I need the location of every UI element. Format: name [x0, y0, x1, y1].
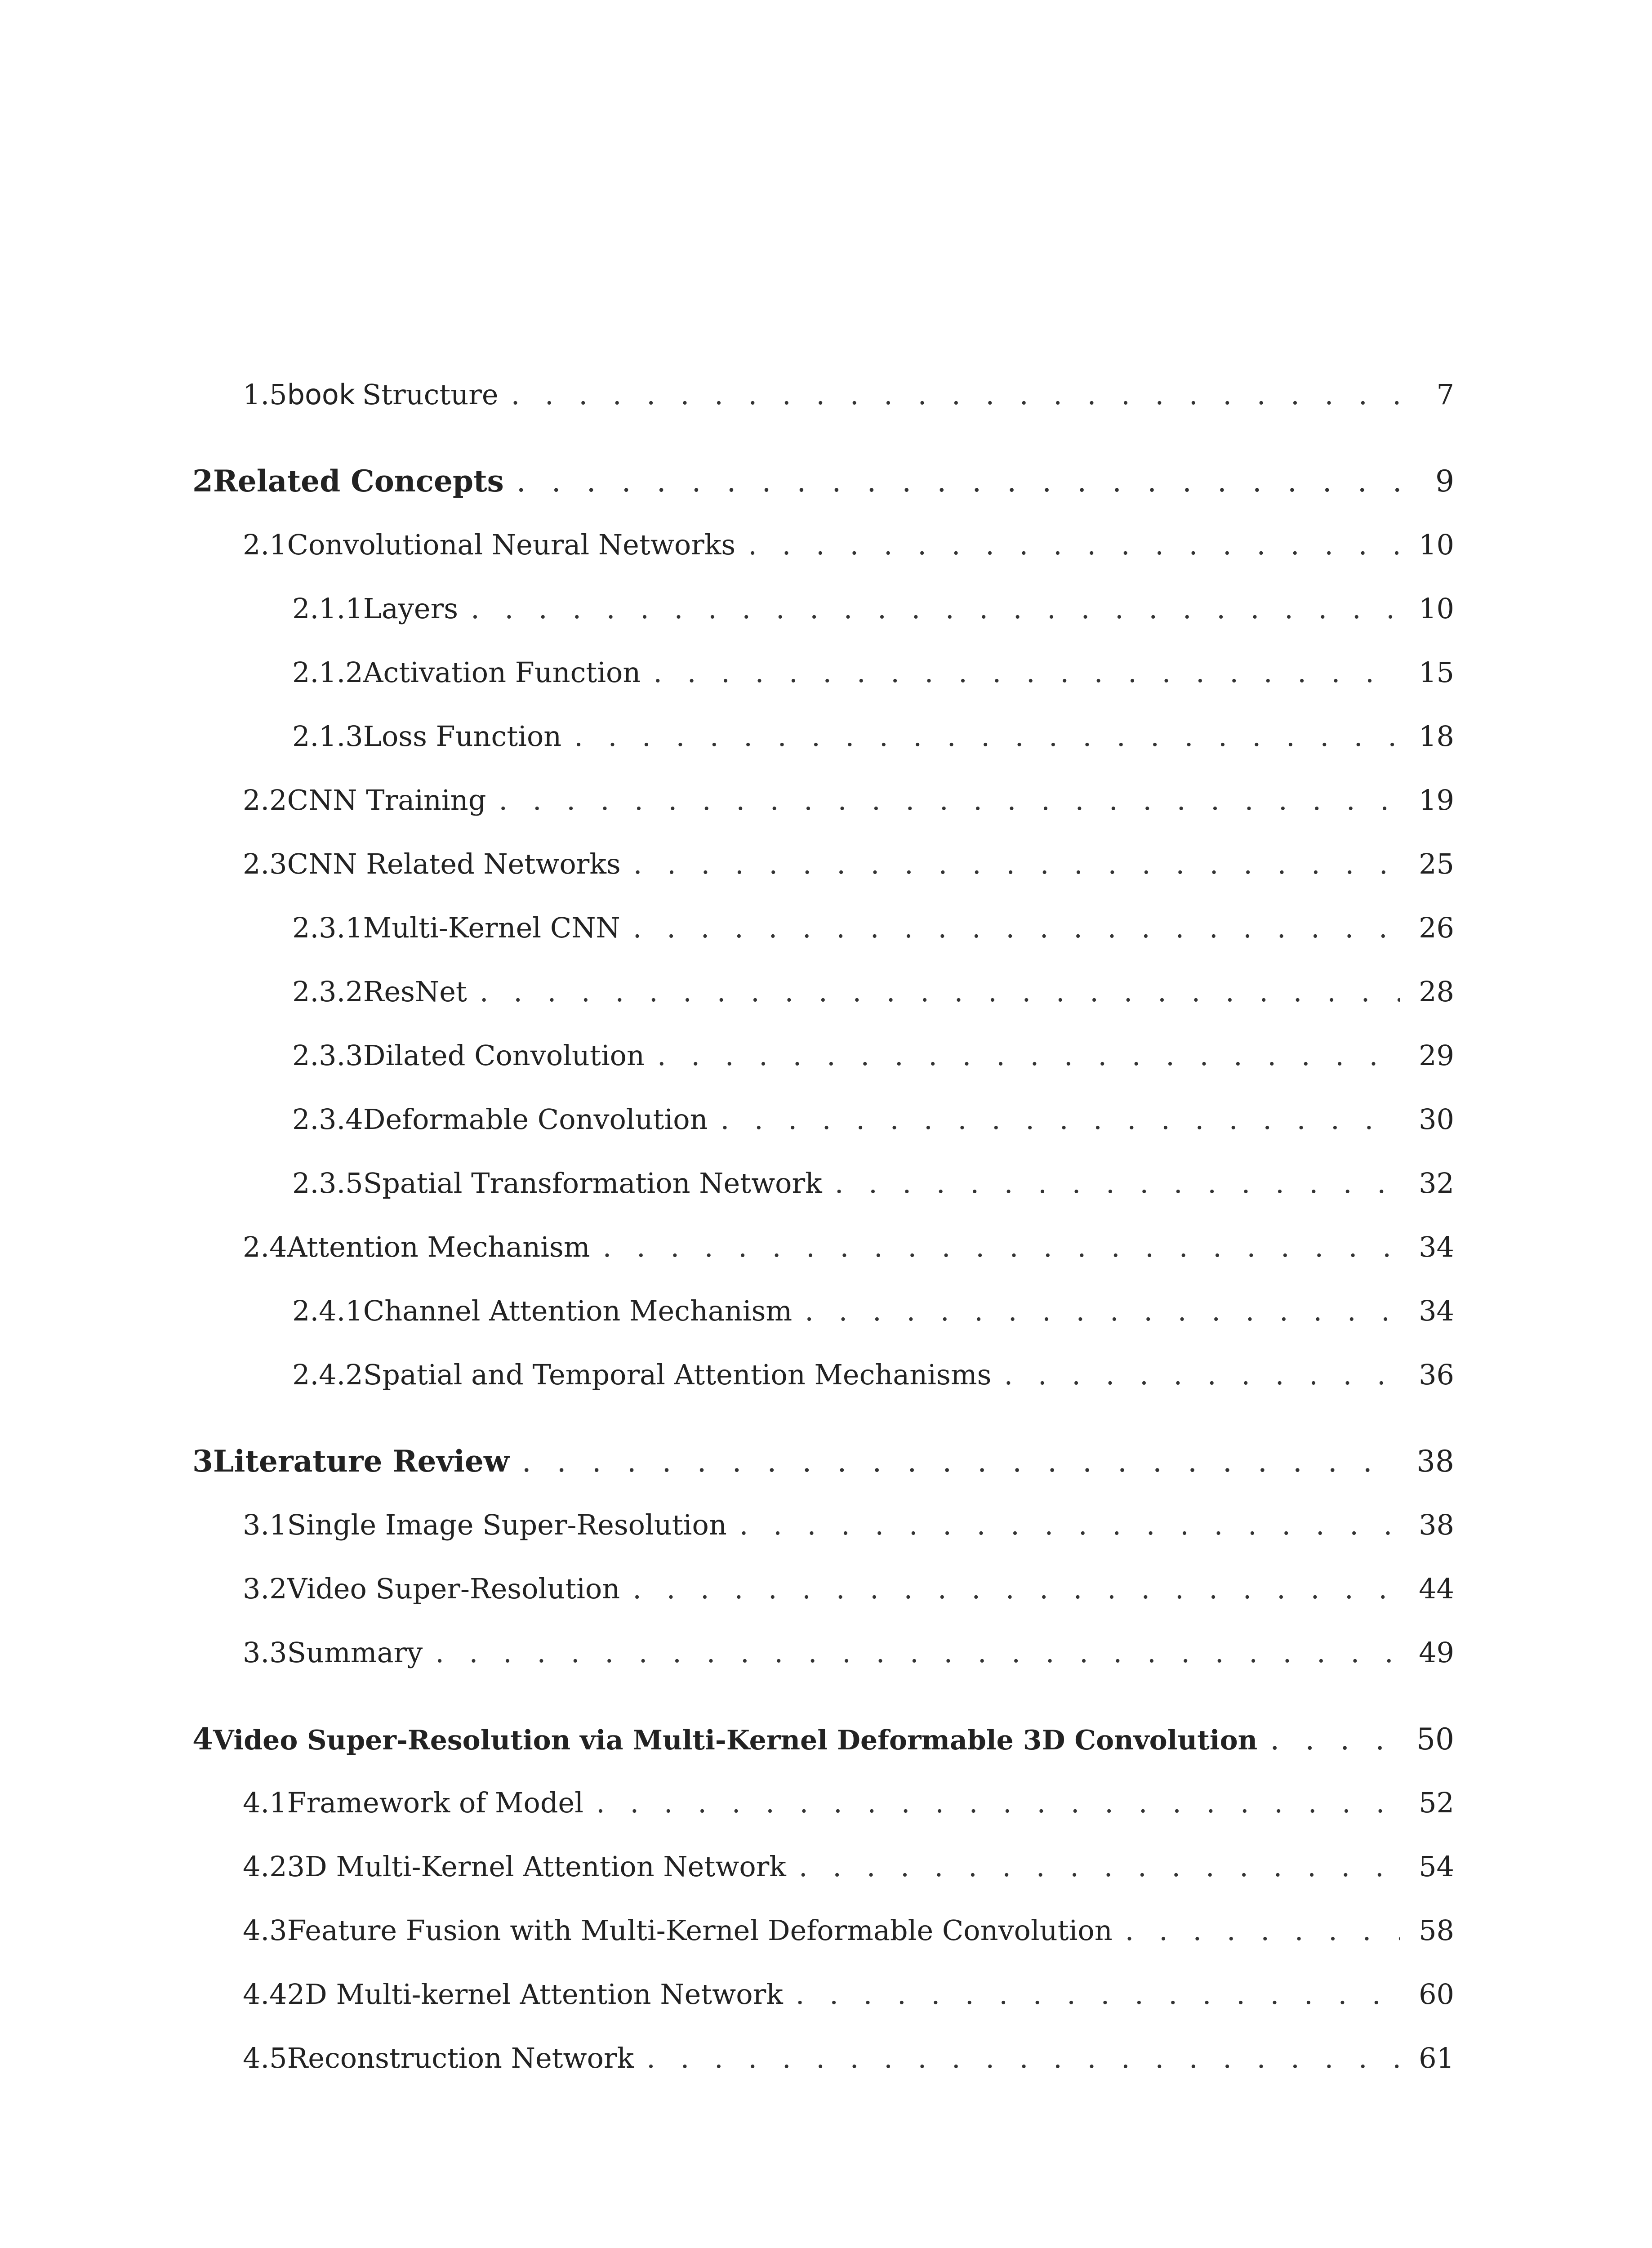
- dot-leader: [792, 1293, 1400, 1329]
- toc-entry[interactable]: [243, 1976, 1454, 2012]
- dot-leader: [708, 1102, 1400, 1137]
- toc-entry[interactable]: [292, 1165, 1454, 1201]
- toc-entry-page: 50: [1416, 1722, 1454, 1757]
- toc-entry-page: 32: [1419, 1167, 1454, 1200]
- toc-entry-title: ResNet: [363, 975, 467, 1008]
- toc-entry-page: 60: [1419, 1978, 1454, 2011]
- toc-entry-page: 25: [1419, 847, 1454, 880]
- toc-entry-number: 1.5: [243, 378, 287, 411]
- toc-entry-number: 2.3.4: [292, 1103, 363, 1136]
- toc-entry-number: 2.4: [243, 1231, 287, 1263]
- toc-entry-title: Layers: [363, 592, 459, 625]
- toc-entry-number: 4.3: [243, 1914, 287, 1947]
- toc-entry[interactable]: [243, 1913, 1454, 1949]
- toc-entry-page: 7: [1436, 378, 1454, 411]
- toc-entry-page: 34: [1419, 1294, 1454, 1327]
- toc-entry-page: 26: [1419, 911, 1454, 944]
- toc-entry-title: CNN Related Networks: [287, 847, 621, 880]
- toc-entry-number: 2.4.1: [292, 1294, 363, 1327]
- toc-entry[interactable]: [292, 1102, 1454, 1137]
- toc-entry-number: 3.3: [243, 1636, 287, 1669]
- toc-entry-title: Spatial and Temporal Attention Mechanisms: [363, 1358, 992, 1391]
- toc-entry-page: 36: [1419, 1358, 1454, 1391]
- toc-entry-number: 2: [192, 464, 213, 499]
- toc-entry[interactable]: [292, 910, 1454, 946]
- toc-entry-title: Convolutional Neural Networks: [287, 528, 736, 561]
- toc-entry[interactable]: [292, 718, 1454, 754]
- dot-leader: [583, 1785, 1400, 1821]
- toc-entry-title: Feature Fusion with Multi-Kernel Deformable Convolution: [287, 1914, 1113, 1947]
- dot-leader: [783, 1976, 1400, 2012]
- toc-entry[interactable]: [243, 527, 1454, 563]
- toc-entry-page: 10: [1419, 592, 1454, 625]
- dot-leader: [590, 1229, 1400, 1265]
- toc-entry-page: 61: [1419, 2042, 1454, 2074]
- toc-entry-number: 4.5: [243, 2042, 287, 2074]
- toc-entry-title: 2D Multi-kernel Attention Network: [287, 1978, 783, 2011]
- toc-entry[interactable]: [292, 1038, 1454, 1074]
- toc-entry-title: Activation Function: [363, 656, 641, 689]
- dot-leader: [620, 1571, 1400, 1607]
- toc-entry-number: 4.1: [243, 1786, 287, 1819]
- toc-entry[interactable]: [243, 1635, 1454, 1671]
- dot-leader: [727, 1507, 1400, 1543]
- toc-entry-title: Channel Attention Mechanism: [363, 1294, 793, 1327]
- toc-entry[interactable]: [243, 782, 1454, 818]
- dot-leader: [458, 591, 1400, 627]
- toc-entry-title: Framework of Model: [287, 1786, 584, 1819]
- dot-leader: [504, 464, 1400, 500]
- toc-entry[interactable]: [243, 1507, 1454, 1543]
- dot-leader: [561, 718, 1400, 754]
- dot-leader: [621, 846, 1400, 882]
- toc-entry-number: 2.1.3: [292, 720, 363, 753]
- toc-entry[interactable]: [243, 1849, 1454, 1885]
- toc-entry-number: 2.3.5: [292, 1167, 363, 1200]
- dot-leader: [499, 377, 1400, 413]
- dot-leader: [822, 1165, 1400, 1201]
- toc-entry[interactable]: [292, 591, 1454, 627]
- toc-entry-page: 58: [1419, 1914, 1454, 1947]
- toc-entry-page: 15: [1419, 656, 1454, 689]
- toc-entry-number: 4.4: [243, 1978, 287, 2011]
- toc-chapter-entry[interactable]: [192, 463, 1454, 499]
- toc-entry-page: 34: [1419, 1231, 1454, 1263]
- dot-leader: [486, 782, 1400, 818]
- toc-chapter-entry[interactable]: [192, 1443, 1454, 1479]
- toc-entry-number: 2.1.1: [292, 592, 363, 625]
- toc-entry-number: 2.3.3: [292, 1039, 363, 1072]
- toc-entry-number: 3: [192, 1444, 213, 1479]
- toc-entry-title: Video Super-Resolution via Multi-Kernel Deformable 3D Convolution: [213, 1725, 1258, 1756]
- toc-entry-number: 2.2: [243, 784, 287, 816]
- toc-entry[interactable]: [243, 846, 1454, 882]
- toc-entry-number: 2.1: [243, 528, 287, 561]
- dot-leader: [645, 1038, 1400, 1074]
- toc-entry[interactable]: [292, 655, 1454, 691]
- dot-leader: [620, 910, 1400, 946]
- toc-entry-number: 4: [192, 1722, 213, 1757]
- dot-leader: [991, 1357, 1400, 1393]
- toc-entry-page: 19: [1419, 784, 1454, 816]
- dot-leader: [634, 2040, 1400, 2076]
- toc-entry-page: 28: [1419, 975, 1454, 1008]
- toc-entry-page: 30: [1419, 1103, 1454, 1136]
- toc-entry-page: 52: [1419, 1786, 1454, 1819]
- toc-entry[interactable]: [243, 1229, 1454, 1265]
- toc-entry-number: 2.3.2: [292, 975, 363, 1008]
- dot-leader: [1113, 1913, 1400, 1949]
- dot-leader: [423, 1635, 1400, 1671]
- dot-leader: [786, 1849, 1400, 1885]
- toc-entry-title: Single Image Super-Resolution: [287, 1508, 727, 1541]
- toc-entry-title: Loss Function: [363, 720, 562, 753]
- toc-entry-page: 10: [1419, 528, 1454, 561]
- toc-entry-title: CNN Training: [287, 784, 486, 816]
- toc-entry-page: 38: [1419, 1508, 1454, 1541]
- toc-entry-title: Structure: [362, 378, 499, 411]
- toc-entry-title: Video Super-Resolution: [287, 1572, 620, 1605]
- toc-entry-title-prefix: book: [287, 378, 355, 411]
- dot-leader: [735, 527, 1400, 563]
- toc-entry-title: Reconstruction Network: [287, 2042, 634, 2074]
- toc-entry-title: 3D Multi-Kernel Attention Network: [287, 1850, 786, 1883]
- toc-entry-title: Spatial Transformation Network: [363, 1167, 822, 1200]
- dot-leader: [1257, 1722, 1400, 1757]
- dot-leader: [641, 655, 1400, 691]
- toc-entry-number: 2.3: [243, 847, 287, 880]
- toc-entry-page: 44: [1419, 1572, 1454, 1605]
- toc-entry-title: Dilated Convolution: [363, 1039, 645, 1072]
- toc-entry-number: 3.1: [243, 1508, 287, 1541]
- toc-entry-page: 49: [1419, 1636, 1454, 1669]
- toc-entry-page: 18: [1419, 720, 1454, 753]
- toc-entry[interactable]: [243, 1785, 1454, 1821]
- toc-entry-title: Attention Mechanism: [287, 1231, 590, 1263]
- toc-entry-title: Summary: [287, 1636, 423, 1669]
- toc-entry-page: 38: [1416, 1444, 1454, 1479]
- toc-entry-number: 4.2: [243, 1850, 287, 1883]
- toc-entry[interactable]: [243, 1571, 1454, 1607]
- toc-entry-title: Deformable Convolution: [363, 1103, 708, 1136]
- toc-entry-page: 54: [1419, 1850, 1454, 1883]
- toc-entry-page: 9: [1435, 464, 1454, 499]
- toc-entry[interactable]: [292, 974, 1454, 1010]
- toc-entry[interactable]: [243, 2040, 1454, 2076]
- toc-entry-number: 2.4.2: [292, 1358, 363, 1391]
- toc-entry[interactable]: [243, 377, 1454, 413]
- toc-entry[interactable]: [292, 1293, 1454, 1329]
- toc-entry-number: 2.3.1: [292, 911, 363, 944]
- toc-entry-page: 29: [1419, 1039, 1454, 1072]
- dot-leader: [467, 974, 1400, 1010]
- toc-entry-title: Multi-Kernel CNN: [363, 911, 620, 944]
- toc-entry-number: 2.1.2: [292, 656, 363, 689]
- dot-leader: [509, 1444, 1400, 1480]
- toc-chapter-entry[interactable]: [192, 1721, 1454, 1757]
- toc-entry-number: 3.2: [243, 1572, 287, 1605]
- toc-entry[interactable]: [292, 1357, 1454, 1393]
- toc-entry-title: Literature Review: [213, 1444, 509, 1479]
- toc-entry-title: Related Concepts: [213, 464, 504, 499]
